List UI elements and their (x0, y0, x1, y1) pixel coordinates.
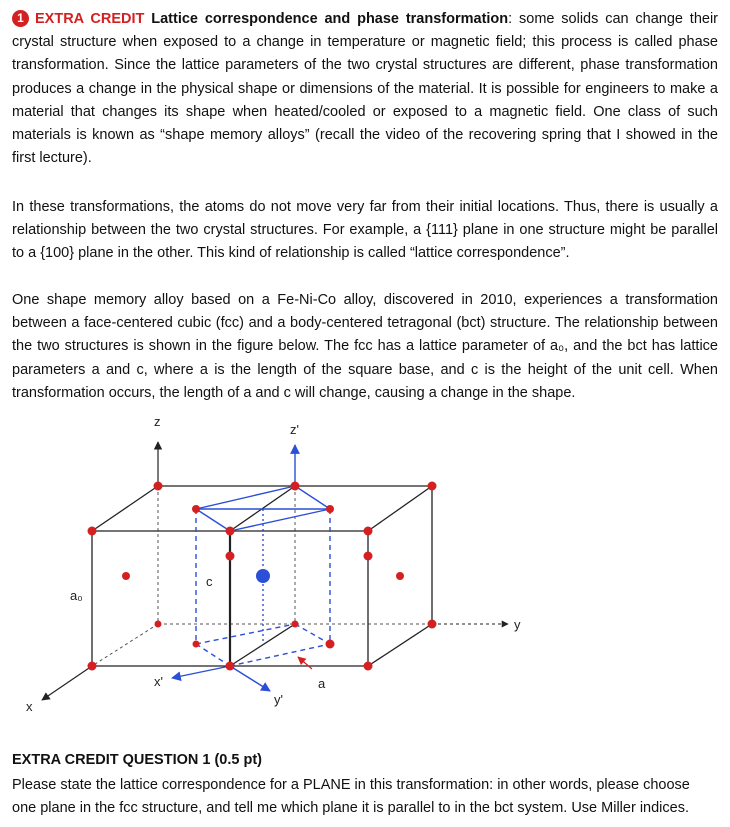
bct-hidden-edges (196, 509, 330, 666)
label-y-prime: y' (274, 692, 283, 707)
hidden-edges (92, 486, 496, 666)
label-c: c (206, 574, 213, 589)
label-x: x (26, 699, 33, 714)
extra-credit-label: EXTRA CREDIT (35, 11, 145, 27)
question-heading: EXTRA CREDIT QUESTION 1 (0.5 pt) (12, 752, 263, 768)
label-z: z (154, 414, 161, 429)
paragraph-correspondence: In these transformations, the atoms do not move very far from their initial locations. Thus, there is usually a relationship between the two crystal structures. For example, a {111} plane in one structure might be parallel to a {100} plane in the other. This kind of relationship is called “lattice correspondence”. (12, 199, 718, 262)
paragraph-intro (12, 8, 718, 170)
problem-title: Lattice correspondence and phase transformation (151, 11, 509, 27)
paragraph-intro-text: : some solids can change their crystal structure when exposed to a change in temperature or magnetic field; this process is called phase transformation. Since the lattice parameters of the two crystal structures are different, phase transformation produces a change in the physical shape or dimensions of the material. It is possible for engineers to make a material that changes its shape when heated/cooled or exposed to a magnetic field. One class of such materials is known as “shape memory alloys” (recall the video of the recovering spring that I showed in the first lecture). (12, 11, 719, 167)
label-y: y (514, 617, 521, 632)
paragraph-alloy: One shape memory alloy based on a Fe-Ni-Co alloy, discovered in 2010, experiences a transformation between a face-centered cubic (fcc) and a body-centered tetragonal (bct) structure. The relationship between the two structures is shown in the figure below. The fcc has a lattice parameter of a₀, and the bct has lattice parameters a and c, where a is the length of the square base, and c is the height of the unit cell. When transformation occurs, the length of a and c will change, causing a change in the shape. (12, 292, 718, 401)
label-a: a (318, 676, 326, 691)
y-prime-axis (230, 666, 270, 691)
x-axis (42, 666, 92, 700)
label-z-prime: z' (290, 422, 299, 437)
x-prime-axis (172, 666, 230, 678)
problem-number-badge: 1 (12, 10, 29, 27)
body-center-atom (256, 569, 270, 583)
question-text: Please state the lattice correspondence for a PLANE in this transformation: in other words, please choose one plane in the fcc structure, and tell me which plane it is parallel to in the bct system. Use Miller indices. (12, 777, 690, 817)
a-pointer-arrow (298, 657, 312, 669)
label-a0: a₀ (70, 588, 83, 603)
lattice-figure (0, 408, 730, 748)
label-x-prime: x' (154, 674, 163, 689)
